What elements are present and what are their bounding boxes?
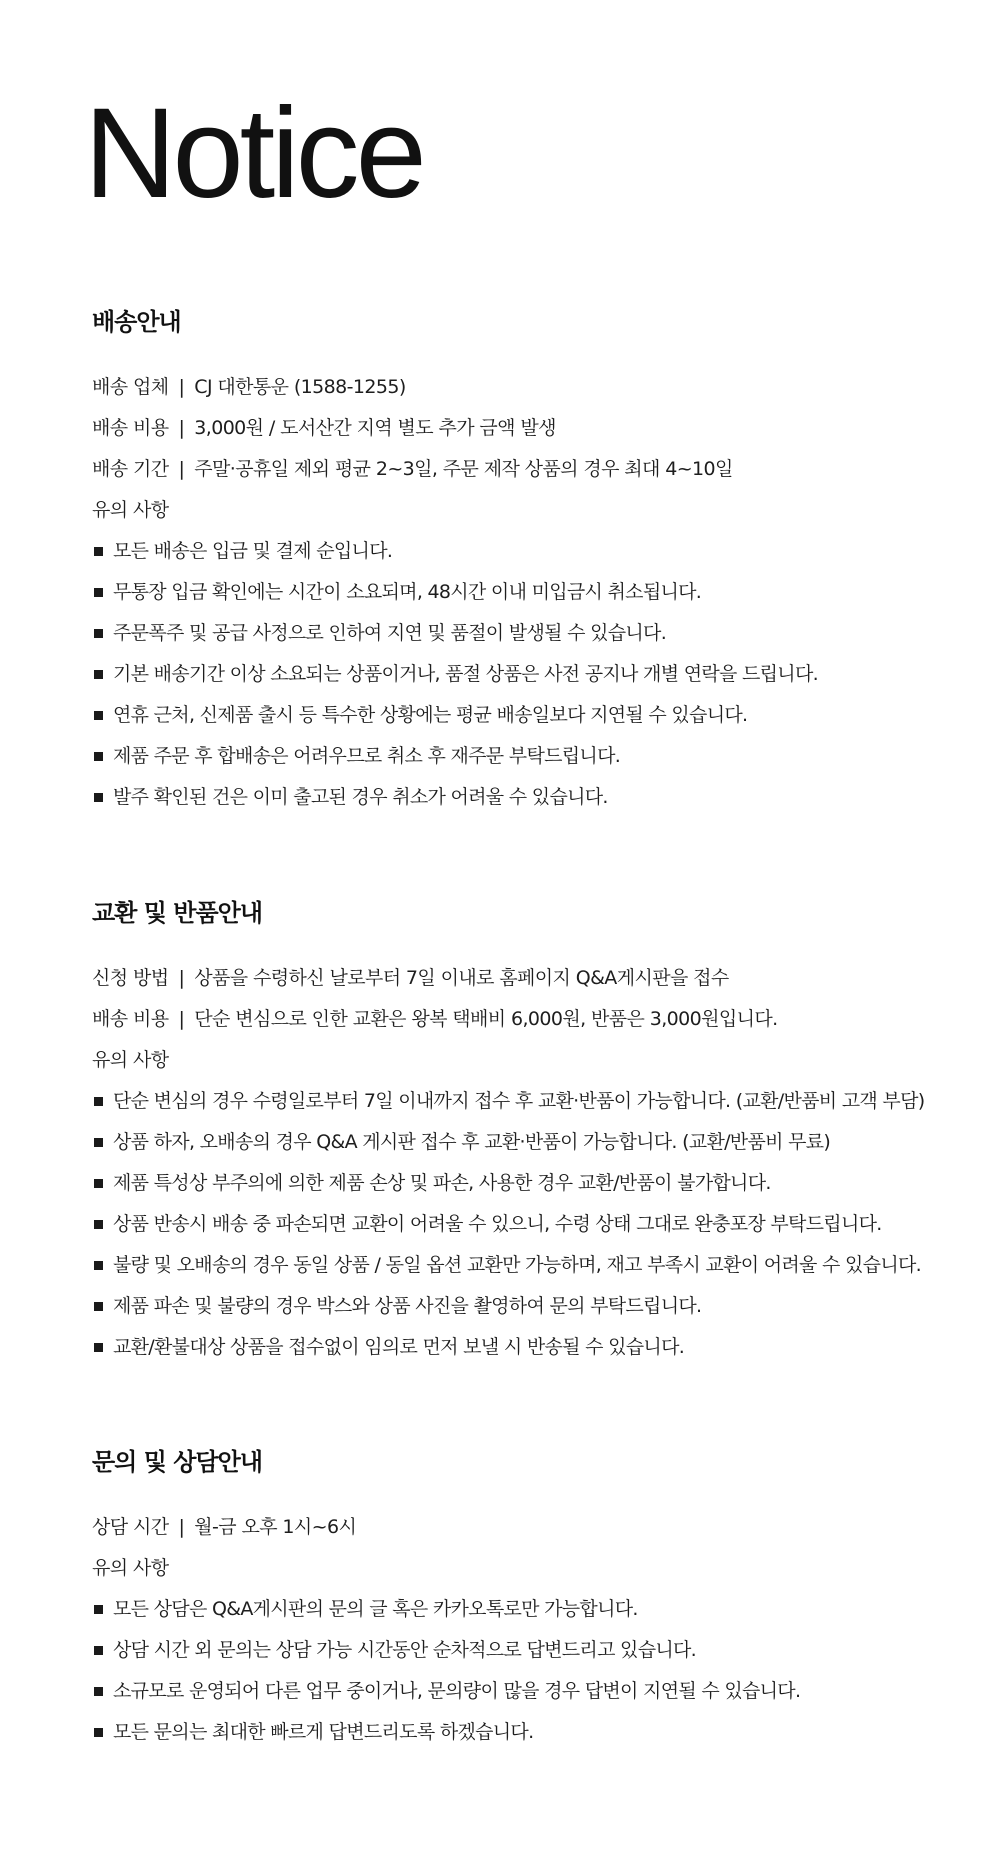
square-bullet-icon [94, 1687, 103, 1696]
separator: | [178, 376, 185, 398]
list-item [92, 1245, 972, 1286]
list-item [92, 1286, 972, 1327]
notes-list-inquiry [92, 1589, 972, 1753]
list-item [92, 613, 972, 654]
list-item [92, 1630, 972, 1671]
square-bullet-icon [94, 629, 103, 638]
note-text: 연휴 근처, 신제품 출시 등 특수한 상황에는 평균 배송일보다 지연될 수 있습니다. [113, 704, 748, 726]
note-text: 기본 배송기간 이상 소요되는 상품이거나, 품절 상품은 사전 공지나 개별 연락을 드립니다. [113, 663, 818, 685]
list-item [92, 777, 972, 818]
list-item [92, 1122, 972, 1163]
list-item [92, 1712, 972, 1753]
notes-list-returns [92, 1081, 972, 1368]
note-text: 불량 및 오배송의 경우 동일 상품 / 동일 옵션 교환만 가능하며, 재고 부족시 교환이 어려울 수 있습니다. [113, 1254, 921, 1276]
notes-label: 유의 사항 [92, 1049, 169, 1071]
info-value: 월-금 오후 1시~6시 [194, 1516, 357, 1538]
section-heading-inquiry: 문의 및 상담안내 [92, 1448, 262, 1476]
separator: | [178, 1516, 185, 1538]
info-value: CJ 대한통운 (1588-1255) [194, 376, 406, 398]
info-row-apply-method [92, 958, 972, 999]
square-bullet-icon [94, 1646, 103, 1655]
section-heading-returns: 교환 및 반품안내 [92, 899, 262, 927]
info-value: 단순 변심으로 인한 교환은 왕복 택배비 6,000원, 반품은 3,000원입니다. [194, 1008, 778, 1030]
note-text: 모든 배송은 입금 및 결제 순입니다. [113, 540, 393, 562]
square-bullet-icon [94, 793, 103, 802]
note-text: 무통장 입금 확인에는 시간이 소요되며, 48시간 이내 미입금시 취소됩니다. [113, 581, 702, 603]
square-bullet-icon [94, 1343, 103, 1352]
inquiry-section [92, 1447, 972, 1753]
list-item [92, 1589, 972, 1630]
note-text: 상품 반송시 배송 중 파손되면 교환이 어려울 수 있으니, 수령 상태 그대로 완충포장 부탁드립니다. [113, 1213, 882, 1235]
square-bullet-icon [94, 711, 103, 720]
separator: | [178, 458, 185, 480]
notes-label: 유의 사항 [92, 499, 169, 521]
list-item [92, 1204, 972, 1245]
separator: | [178, 967, 185, 989]
info-label: 신청 방법 [92, 967, 169, 989]
info-label: 배송 비용 [92, 417, 169, 439]
square-bullet-icon [94, 1302, 103, 1311]
square-bullet-icon [94, 752, 103, 761]
list-item [92, 1081, 972, 1122]
square-bullet-icon [94, 1605, 103, 1614]
square-bullet-icon [94, 1220, 103, 1229]
info-row-consult-hours [92, 1507, 972, 1548]
square-bullet-icon [94, 1138, 103, 1147]
list-item [92, 736, 972, 777]
square-bullet-icon [94, 1728, 103, 1737]
list-item [92, 1327, 972, 1368]
note-text: 상품 하자, 오배송의 경우 Q&A 게시판 접수 후 교환·반품이 가능합니다. (교환/반품비 무료) [113, 1131, 831, 1153]
info-value: 상품을 수령하신 날로부터 7일 이내로 홈페이지 Q&A게시판을 접수 [194, 967, 729, 989]
info-label: 배송 업체 [92, 376, 169, 398]
list-item [92, 1163, 972, 1204]
list-item [92, 572, 972, 613]
notes-list-shipping [92, 531, 972, 818]
note-text: 단순 변심의 경우 수령일로부터 7일 이내까지 접수 후 교환·반품이 가능합니다. (교환/반품비 고객 부담) [113, 1090, 925, 1112]
page-title: Notice [84, 82, 423, 225]
note-text: 제품 파손 및 불량의 경우 박스와 상품 사진을 촬영하여 문의 부탁드립니다. [113, 1295, 702, 1317]
info-label: 배송 기간 [92, 458, 169, 480]
separator: | [178, 1008, 185, 1030]
list-item [92, 1671, 972, 1712]
info-label: 배송 비용 [92, 1008, 169, 1030]
shipping-section [92, 307, 972, 818]
info-label: 상담 시간 [92, 1516, 169, 1538]
note-text: 상담 시간 외 문의는 상담 가능 시간동안 순차적으로 답변드리고 있습니다. [113, 1639, 697, 1661]
note-text: 제품 주문 후 합배송은 어려우므로 취소 후 재주문 부탁드립니다. [113, 745, 621, 767]
list-item [92, 695, 972, 736]
note-text: 주문폭주 및 공급 사정으로 인하여 지연 및 품절이 발생될 수 있습니다. [113, 622, 667, 644]
note-text: 교환/환불대상 상품을 접수없이 임의로 먼저 보낼 시 반송될 수 있습니다. [113, 1336, 685, 1358]
list-item [92, 654, 972, 695]
separator: | [178, 417, 185, 439]
square-bullet-icon [94, 1261, 103, 1270]
note-text: 모든 상담은 Q&A게시판의 문의 글 혹은 카카오톡로만 가능합니다. [113, 1598, 638, 1620]
note-text: 모든 문의는 최대한 빠르게 답변드리도록 하겠습니다. [113, 1721, 534, 1743]
returns-section [92, 898, 972, 1368]
list-item [92, 531, 972, 572]
info-row-shipping-company [92, 367, 972, 408]
section-heading-shipping: 배송안내 [92, 308, 181, 336]
square-bullet-icon [94, 1179, 103, 1188]
info-value: 3,000원 / 도서산간 지역 별도 추가 금액 발생 [194, 417, 556, 439]
notes-label: 유의 사항 [92, 1557, 169, 1579]
square-bullet-icon [94, 547, 103, 556]
info-row-return-cost [92, 999, 972, 1040]
square-bullet-icon [94, 588, 103, 597]
square-bullet-icon [94, 670, 103, 679]
info-value: 주말·공휴일 제외 평균 2~3일, 주문 제작 상품의 경우 최대 4~10일 [194, 458, 733, 480]
note-text: 소규모로 운영되어 다른 업무 중이거나, 문의량이 많을 경우 답변이 지연될 수 있습니다. [113, 1680, 801, 1702]
note-text: 제품 특성상 부주의에 의한 제품 손상 및 파손, 사용한 경우 교환/반품이 불가합니다. [113, 1172, 771, 1194]
square-bullet-icon [94, 1097, 103, 1106]
info-row-shipping-cost [92, 408, 972, 449]
note-text: 발주 확인된 건은 이미 출고된 경우 취소가 어려울 수 있습니다. [113, 786, 608, 808]
info-row-shipping-period [92, 449, 972, 490]
